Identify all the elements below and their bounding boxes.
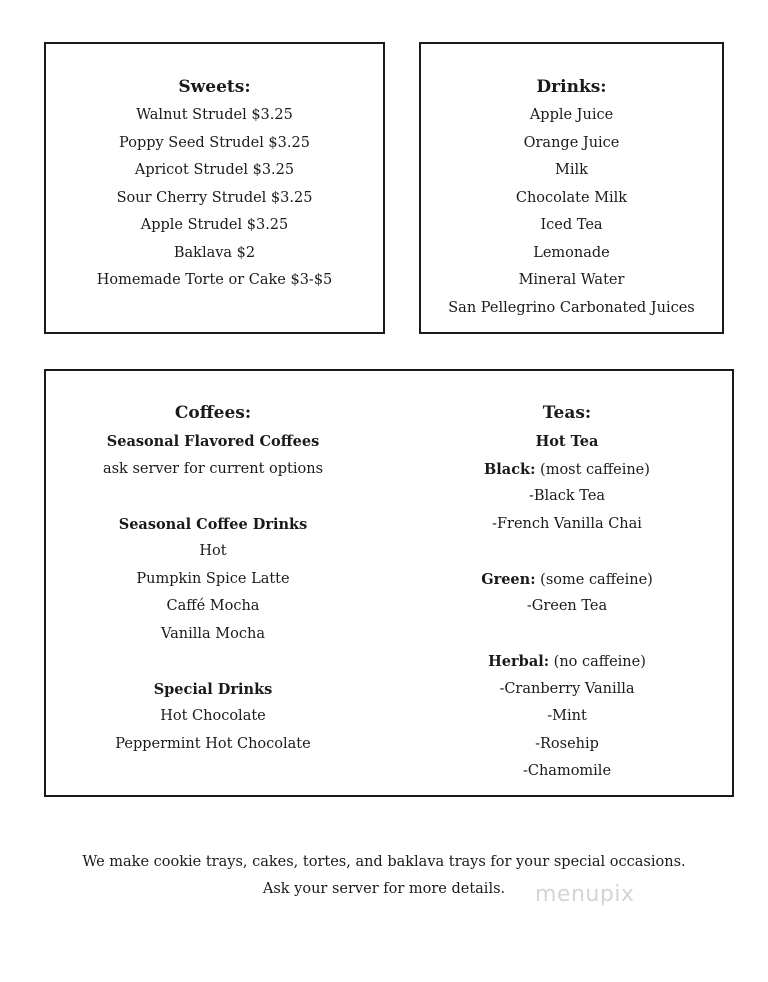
seasonal-flavored-heading: Seasonal Flavored Coffees [106,433,320,450]
herbal-note: (no caffeine) [549,654,646,670]
teas-list [402,398,732,786]
black-note: (most caffeine) [535,461,650,478]
special-item: Peppermint Hot Chocolate [115,735,311,752]
drinks-item: Mineral Water [518,272,625,288]
sweets-item: Homemade Torte or Cake $3-$5 [96,272,333,288]
footer-occasions-note: We make cookie trays, cakes, tortes, and baklava trays for your special occasions. [82,854,686,870]
green-tea-heading [402,566,732,594]
menupix-watermark: menupix [535,882,635,907]
drinks-item: San Pellegrino Carbonated Juices [448,299,695,316]
tea-item: -Mint [547,708,587,724]
coffee-item: Hot [199,543,227,559]
coffee-item: Pumpkin Spice Latte [136,570,290,587]
sweets-item: Apricot Strudel $3.25 [134,162,295,178]
special-drinks-heading: Special Drinks [153,680,273,698]
drinks-list [421,72,722,322]
tea-item: -Green Tea [526,598,608,614]
sweets-item: Baklava $2 [173,244,256,261]
special-item: Hot Chocolate [160,708,266,724]
tea-item: -Chamomile [522,763,612,779]
coffee-item: Vanilla Mocha [161,625,265,642]
green-label: Green: [481,570,536,588]
tea-item: -Black Tea [528,488,606,504]
teas-title: Teas: [542,403,592,423]
coffees-title: Coffees: [174,403,252,423]
black-tea-heading [402,456,732,484]
sweets-item: Poppy Seed Strudel $3.25 [119,134,310,151]
drinks-item: Apple Juice [529,107,614,123]
seasonal-drinks-heading: Seasonal Coffee Drinks [118,515,308,533]
green-note: (some caffeine) [535,571,653,588]
tea-item: -Cranberry Vanilla [499,680,635,697]
drinks-item: Orange Juice [523,134,620,151]
sweets-item: Apple Strudel $3.25 [140,217,289,233]
sweets-title: Sweets: [178,77,251,97]
drinks-item: Iced Tea [540,217,603,233]
tea-item: -Rosehip [535,735,599,752]
hot-drinks-section [44,369,734,797]
footer-details-note: Ask your server for more details. [262,881,506,897]
drinks-item: Chocolate Milk [515,189,628,206]
sweets-section [44,42,385,334]
drinks-title: Drinks: [536,77,607,97]
coffees-list [46,398,380,758]
drinks-section [419,42,724,334]
hot-tea-heading: Hot Tea [535,433,599,450]
herbal-label: Herbal: [488,653,550,670]
coffee-item: Caffé Mocha [166,598,260,614]
sweets-item: Walnut Strudel $3.25 [136,107,293,123]
drinks-item: Lemonade [533,244,610,261]
sweets-list [46,72,383,295]
drinks-item: Milk [555,162,588,178]
seasonal-flavored-note: ask server for current options [102,460,324,477]
black-label: Black: [484,460,536,478]
tea-item: -French Vanilla Chai [492,515,642,532]
herbal-tea-heading [402,648,732,676]
sweets-item: Sour Cherry Strudel $3.25 [116,189,313,206]
